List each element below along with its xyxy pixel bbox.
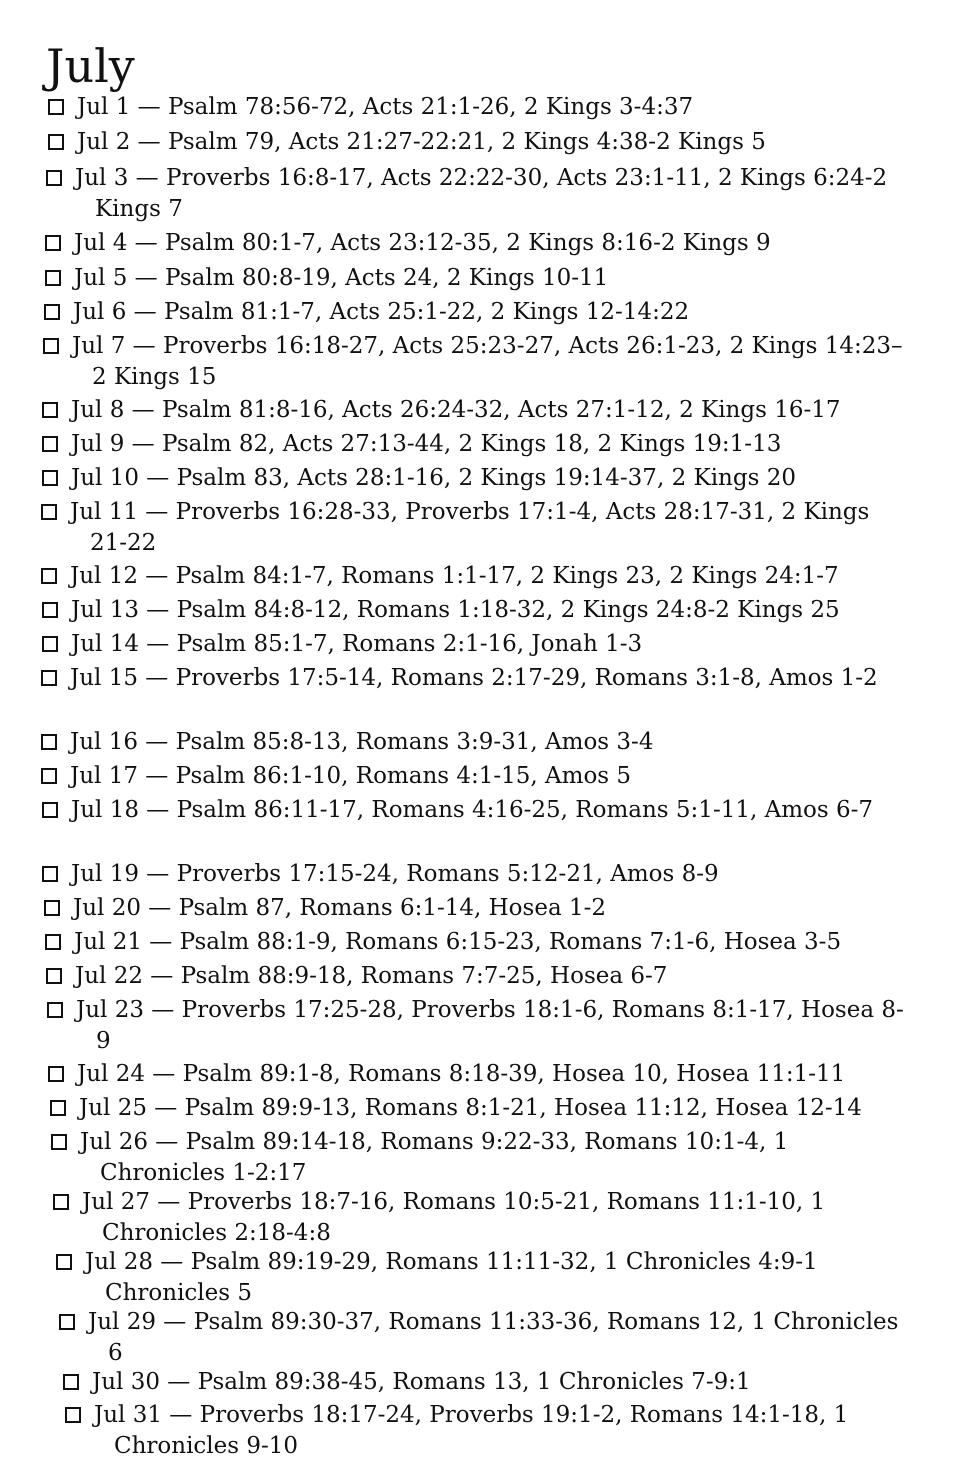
entry-readings: Psalm 85:8-13, Romans 3:9-31, Amos 3-4 — [175, 729, 654, 755]
entry-separator: — — [140, 895, 179, 921]
day-checkbox[interactable] — [42, 802, 58, 818]
reading-entry — [42, 463, 902, 494]
reading-entry — [42, 795, 902, 826]
entry-day: Jul 2 — [77, 129, 131, 155]
entry-day: Jul 27 — [82, 1189, 150, 1215]
entry-readings: Psalm 88:9-18, Romans 7:7-25, Hosea 6-7 — [180, 963, 668, 989]
entry-day: Jul 29 — [88, 1309, 156, 1335]
entry-day: Jul 1 — [77, 94, 131, 120]
entry-day: Jul 23 — [76, 997, 144, 1023]
day-checkbox[interactable] — [44, 304, 60, 320]
entry-readings: Proverbs 18:7-16, Romans 10:5-21, Romans 11:1-10, 1 Chronicles 2:18-4:8 — [102, 1189, 826, 1246]
reading-entry — [43, 331, 903, 393]
day-checkbox[interactable] — [42, 436, 58, 452]
entry-readings: Proverbs 17:5-14, Romans 2:17-29, Romans 3:1-8, Amos 1-2 — [175, 665, 878, 691]
entry-separator: — — [143, 997, 182, 1023]
entry-separator: — — [138, 797, 177, 823]
reading-entry — [41, 761, 901, 792]
day-checkbox[interactable] — [41, 504, 57, 520]
reading-entry — [65, 1400, 925, 1462]
reading-entry — [42, 629, 902, 660]
reading-entry — [46, 961, 906, 992]
reading-entry — [45, 263, 905, 294]
entry-day: Jul 15 — [70, 665, 138, 691]
day-checkbox[interactable] — [53, 1194, 69, 1210]
entry-readings: Psalm 87, Romans 6:1-14, Hosea 1-2 — [178, 895, 607, 921]
entry-separator: — — [137, 563, 176, 589]
entry-readings: Psalm 89:1-8, Romans 8:18-39, Hosea 10, Hosea 11:1-11 — [182, 1061, 846, 1087]
entry-day: Jul 19 — [71, 861, 139, 887]
entry-readings: Proverbs 17:25-28, Proverbs 18:1-6, Romans 8:1-17, Hosea 8-9 — [96, 997, 904, 1054]
day-checkbox[interactable] — [42, 866, 58, 882]
entry-day: Jul 16 — [70, 729, 138, 755]
entry-day: Jul 5 — [74, 265, 128, 291]
entry-separator: — — [159, 1369, 198, 1395]
entry-readings: Psalm 83, Acts 28:1-16, 2 Kings 19:14-37, 2 Kings 20 — [176, 465, 796, 491]
entry-separator: — — [141, 929, 180, 955]
reading-entry — [45, 228, 905, 259]
entry-separator: — — [138, 861, 177, 887]
entry-day: Jul 9 — [71, 431, 125, 457]
entry-day: Jul 13 — [71, 597, 139, 623]
reading-entry — [45, 927, 905, 958]
day-checkbox[interactable] — [44, 900, 60, 916]
reading-entry — [42, 395, 902, 426]
entry-separator: — — [152, 1249, 191, 1275]
entry-readings: Psalm 89:38-45, Romans 13, 1 Chronicles 7-9:1 — [197, 1369, 751, 1395]
entry-separator: — — [138, 631, 177, 657]
day-checkbox[interactable] — [46, 170, 62, 186]
entry-readings: Proverbs 17:15-24, Romans 5:12-21, Amos 8-9 — [176, 861, 719, 887]
entry-readings: Proverbs 18:17-24, Proverbs 19:1-2, Romans 14:1-18, 1 Chronicles 9-10 — [114, 1402, 849, 1459]
reading-entry — [53, 1187, 913, 1249]
entry-readings: Proverbs 16:8-17, Acts 22:22-30, Acts 23:1-11, 2 Kings 6:24-2 Kings 7 — [95, 165, 888, 222]
entry-separator: — — [138, 465, 177, 491]
entry-day: Jul 17 — [70, 763, 138, 789]
entry-day: Jul 14 — [71, 631, 139, 657]
day-checkbox[interactable] — [41, 734, 57, 750]
day-checkbox[interactable] — [43, 338, 59, 354]
day-checkbox[interactable] — [50, 1100, 66, 1116]
entry-day: Jul 6 — [73, 299, 127, 325]
entry-separator: — — [137, 499, 176, 525]
entry-day: Jul 12 — [70, 563, 138, 589]
reading-entry — [46, 163, 906, 225]
entry-separator: — — [137, 763, 176, 789]
reading-entry — [47, 995, 907, 1057]
reading-entry — [42, 429, 902, 460]
entry-separator: — — [137, 665, 176, 691]
entry-readings: Psalm 85:1-7, Romans 2:1-16, Jonah 1-3 — [176, 631, 643, 657]
entry-separator: — — [124, 397, 162, 423]
entry-readings: Psalm 82, Acts 27:13-44, 2 Kings 18, 2 Kings 19:1-13 — [161, 431, 782, 457]
day-checkbox[interactable] — [59, 1314, 75, 1330]
entry-readings: Psalm 86:11-17, Romans 4:16-25, Romans 5:1-11, Amos 6-7 — [176, 797, 874, 823]
reading-entry — [44, 893, 904, 924]
entry-separator: — — [149, 1189, 188, 1215]
entry-separator: — — [142, 963, 181, 989]
reading-entry — [48, 92, 908, 123]
entry-readings: Psalm 89:19-29, Romans 11:11-32, 1 Chronicles 4:9-1 Chronicles 5 — [105, 1249, 818, 1306]
entry-day: Jul 24 — [77, 1061, 145, 1087]
reading-entry — [41, 497, 901, 559]
entry-day: Jul 3 — [75, 165, 129, 191]
entry-day: Jul 7 — [72, 333, 126, 359]
entry-readings: Psalm 84:8-12, Romans 1:18-32, 2 Kings 24:8-2 Kings 25 — [176, 597, 840, 623]
entry-separator: — — [124, 431, 162, 457]
entry-day: Jul 8 — [71, 397, 125, 423]
day-checkbox[interactable] — [42, 402, 58, 418]
entry-day: Jul 22 — [75, 963, 143, 989]
reading-entry — [51, 1127, 911, 1189]
reading-entry — [59, 1307, 919, 1369]
day-checkbox[interactable] — [45, 934, 61, 950]
entry-day: Jul 10 — [71, 465, 139, 491]
entry-separator: — — [130, 94, 168, 120]
entry-readings: Proverbs 16:18-27, Acts 25:23-27, Acts 26:1-23, 2 Kings 14:23–2 Kings 15 — [92, 333, 903, 390]
entry-readings: Psalm 81:8-16, Acts 26:24-32, Acts 27:1-12, 2 Kings 16-17 — [161, 397, 841, 423]
entry-readings: Proverbs 16:28-33, Proverbs 17:1-4, Acts 28:17-31, 2 Kings 21-22 — [90, 499, 870, 556]
reading-entry — [41, 561, 901, 592]
day-checkbox[interactable] — [42, 602, 58, 618]
reading-entry — [44, 297, 904, 328]
entry-day: Jul 21 — [74, 929, 142, 955]
day-checkbox[interactable] — [63, 1374, 79, 1390]
entry-separator: — — [144, 1061, 183, 1087]
entry-separator: — — [137, 729, 176, 755]
entry-readings: Psalm 86:1-10, Romans 4:1-15, Amos 5 — [175, 763, 632, 789]
reading-entry — [63, 1367, 923, 1398]
day-checkbox[interactable] — [47, 1002, 63, 1018]
entry-readings: Psalm 89:9-13, Romans 8:1-21, Hosea 11:12, Hosea 12-14 — [184, 1095, 862, 1121]
entry-readings: Psalm 78:56-72, Acts 21:1-26, 2 Kings 3-4:37 — [167, 94, 694, 120]
day-checkbox[interactable] — [42, 470, 58, 486]
entry-readings: Psalm 81:1-7, Acts 25:1-22, 2 Kings 12-14:22 — [163, 299, 690, 325]
reading-entry — [50, 1093, 910, 1124]
entry-separator: — — [147, 1129, 186, 1155]
entry-separator: — — [125, 333, 163, 359]
reading-entry — [48, 1059, 908, 1090]
month-title: July — [46, 39, 135, 93]
day-checkbox[interactable] — [46, 968, 62, 984]
reading-entry — [42, 595, 902, 626]
reading-entry — [56, 1247, 916, 1309]
day-checkbox[interactable] — [51, 1134, 67, 1150]
entry-separator: — — [161, 1402, 200, 1428]
reading-entry — [42, 859, 902, 890]
day-checkbox[interactable] — [48, 1066, 64, 1082]
entry-separator: — — [128, 165, 166, 191]
entry-readings: Psalm 89:30-37, Romans 11:33-36, Romans 12, 1 Chronicles 6 — [108, 1309, 899, 1366]
entry-day: Jul 26 — [80, 1129, 148, 1155]
entry-readings: Psalm 80:1-7, Acts 23:12-35, 2 Kings 8:16-2 Kings 9 — [164, 230, 771, 256]
entry-day: Jul 30 — [92, 1369, 160, 1395]
entry-day: Jul 25 — [79, 1095, 147, 1121]
entry-separator: — — [146, 1095, 185, 1121]
day-checkbox[interactable] — [45, 270, 61, 286]
reading-entry — [48, 127, 908, 158]
reading-entry — [41, 663, 901, 694]
entry-separator: — — [127, 230, 165, 256]
day-checkbox[interactable] — [65, 1407, 81, 1423]
entry-readings: Psalm 89:14-18, Romans 9:22-33, Romans 10:1-4, 1 Chronicles 1-2:17 — [100, 1129, 789, 1186]
entry-day: Jul 11 — [70, 499, 138, 525]
entry-readings: Psalm 84:1-7, Romans 1:1-17, 2 Kings 23, 2 Kings 24:1-7 — [175, 563, 839, 589]
entry-day: Jul 18 — [71, 797, 139, 823]
entry-day: Jul 20 — [73, 895, 141, 921]
entry-readings: Psalm 79, Acts 21:27-22:21, 2 Kings 4:38-2 Kings 5 — [167, 129, 766, 155]
day-checkbox[interactable] — [56, 1254, 72, 1270]
day-checkbox[interactable] — [41, 670, 57, 686]
entry-readings: Psalm 88:1-9, Romans 6:15-23, Romans 7:1-6, Hosea 3-5 — [179, 929, 842, 955]
day-checkbox[interactable] — [41, 768, 57, 784]
entry-day: Jul 28 — [85, 1249, 153, 1275]
entry-separator: — — [155, 1309, 194, 1335]
day-checkbox[interactable] — [42, 636, 58, 652]
day-checkbox[interactable] — [48, 134, 64, 150]
entry-separator: — — [138, 597, 177, 623]
day-checkbox[interactable] — [45, 235, 61, 251]
entry-day: Jul 4 — [74, 230, 128, 256]
day-checkbox[interactable] — [48, 99, 64, 115]
entry-separator: — — [127, 265, 165, 291]
entry-separator: — — [130, 129, 168, 155]
day-checkbox[interactable] — [41, 568, 57, 584]
entry-day: Jul 31 — [94, 1402, 162, 1428]
reading-entry — [41, 727, 901, 758]
entry-separator: — — [126, 299, 164, 325]
entry-readings: Psalm 80:8-19, Acts 24, 2 Kings 10-11 — [164, 265, 609, 291]
